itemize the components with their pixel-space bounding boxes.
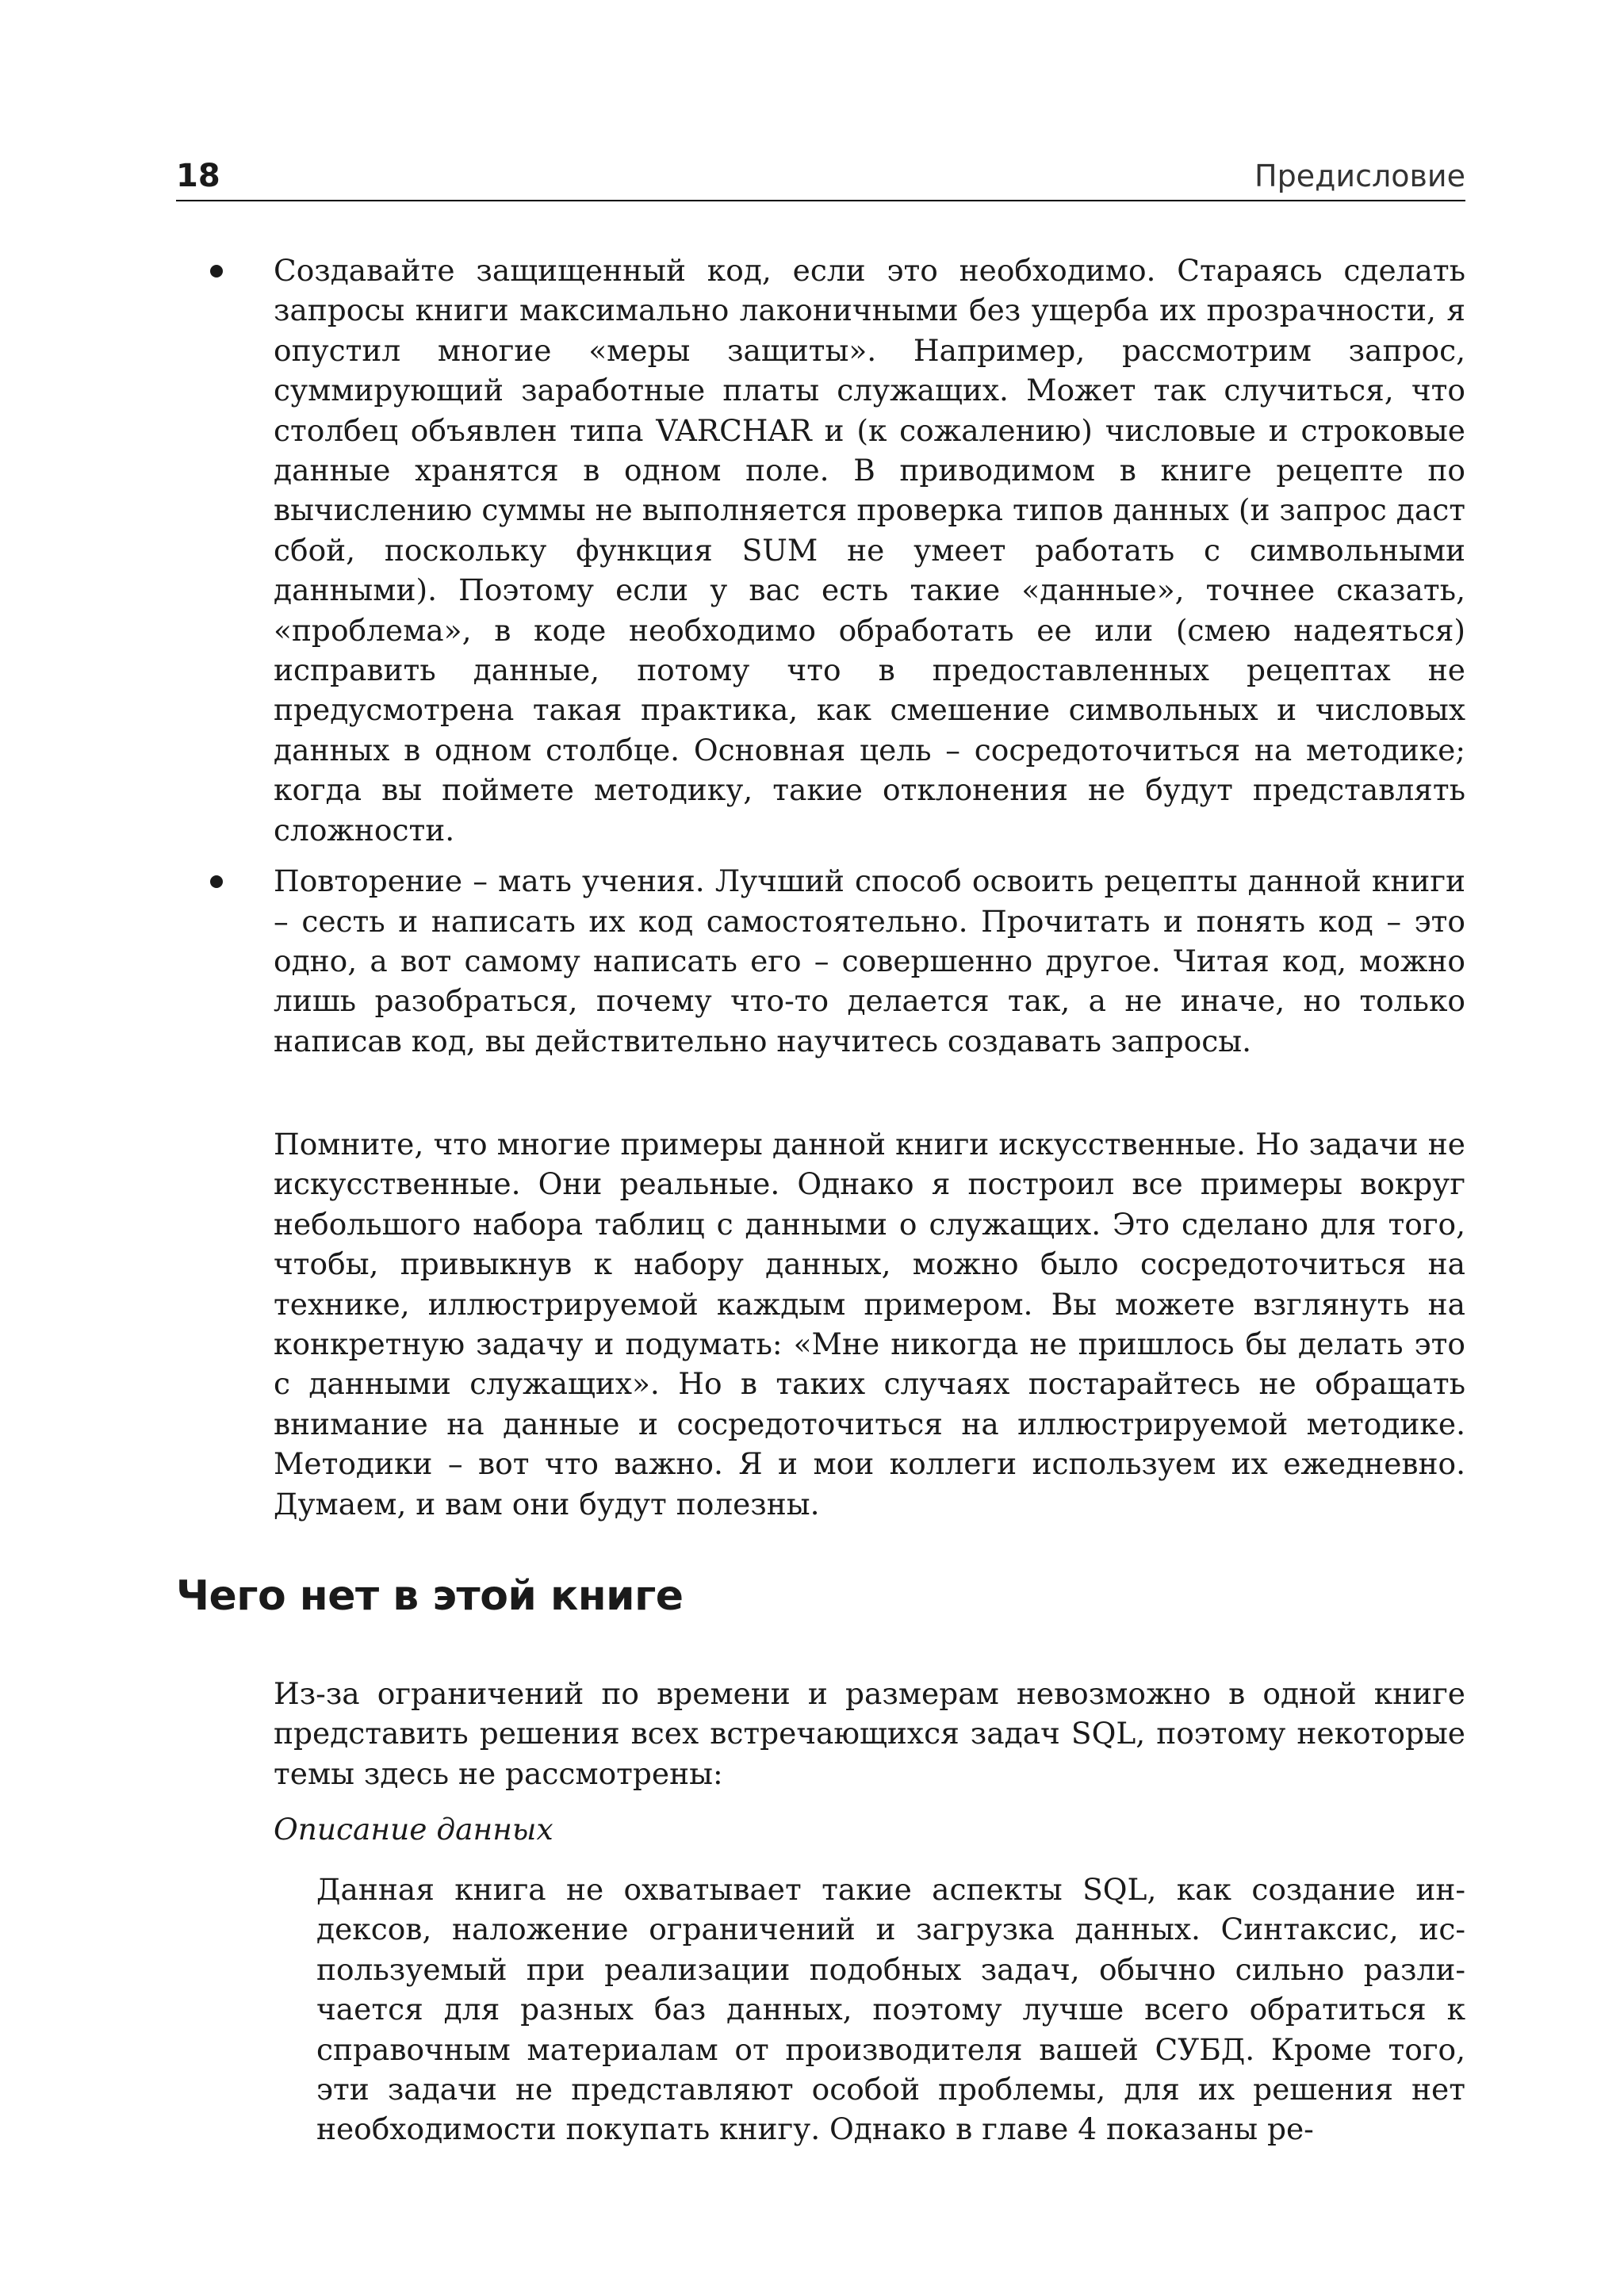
list-item (274, 251, 1465, 850)
page-number: 18 (176, 158, 220, 194)
bullet-text: Повторение – мать учения. Лучший способ освоить рецепты данной книги – сесть и написать их код самостоятельно. Прочитать и понять код – это одно, а вот самому написать его – совершенно другое. Читая код, можно лишь разобраться, почему что-то делается так, а не иначе, но только написав код, вы действительно научитесь создавать запросы. (274, 863, 1465, 1058)
bullet-text: Создавайте защищенный код, если это необходимо. Стараясь сделать запросы книги максимально лаконичными без ущерба их прозрачности, я опустил многие «меры защиты». Например, рассмотрим запрос, суммирующий заработные платы служащих. Может так случиться, что столбец объявлен типа VARCHAR и (к сожалению) числовые и строковые данные хранятся в одном поле. В приводимом в книге рецепте по вычислению суммы не выполняется проверка типов данных (и запрос даст сбой, поскольку функция SUM не умеет работать с символьными данными). Поэтому если у вас есть такие «данные», точнее сказать, «проблема», в коде необходимо обработать ее или (смею надеяться) исправить данные, потому что в предоставленных рецептах не предусмотрена такая практика, как смешение символьных и числовых данных в одном столбце. Основная цель – сосредоточиться на методике; когда вы поймете методику, такие отклонения не будут представлять сложности. (274, 253, 1465, 848)
term-title: Описание данных (274, 1812, 553, 1847)
body-paragraph: Помните, что многие примеры данной книги искусственные. Но задачи не искусственные. Они реальные. Однако я построил все примеры вокруг небольшого набора таблиц с данными о служащих. Это сделано для того, чтобы, привыкнув к набору данных, можно было сосредоточиться на технике, иллюстрируемой каждым примером. Вы можете взглянуть на конкретную задачу и подумать: «Мне никогда не пришлось бы делать это с данными служащих». Но в таких случаях постарайтесь не обращать внимание на данные и сосредоточиться на иллюстрируемой методике. Методики – вот что важно. Я и мои коллеги используем их ежедневно. Думаем, и вам они будут полезны. (274, 1127, 1465, 1522)
bullet-icon (210, 875, 223, 888)
term-definition: Данная книга не охватывает такие аспекты SQL, как создание индексов, наложение ограничений и загрузка данных. Синтаксис, используемый при реализации подобных задач, обычно сильно различается для разных баз данных, поэтому лучше всего обратиться к справочным материалам от производителя вашей СУБД. Кроме того, эти задачи не представляют особой проблемы, для их решения нет необходимости покупать книгу. Однако в главе 4 показаны ре- (316, 1872, 1465, 2147)
list-item (274, 861, 1465, 1061)
bullet-list (274, 251, 1465, 1072)
running-header (176, 151, 1465, 195)
header-rule (176, 200, 1465, 201)
section-heading: Чего нет в этой книге (176, 1572, 684, 1620)
running-header-title: Предисловие (1254, 159, 1465, 193)
section-intro-paragraph: Из-за ограничений по времени и размерам невозможно в одной книге представить решения всех встречающихся задач SQL, поэтому некоторые темы здесь не рассмотрены: (274, 1676, 1465, 1791)
bullet-icon (210, 265, 223, 278)
